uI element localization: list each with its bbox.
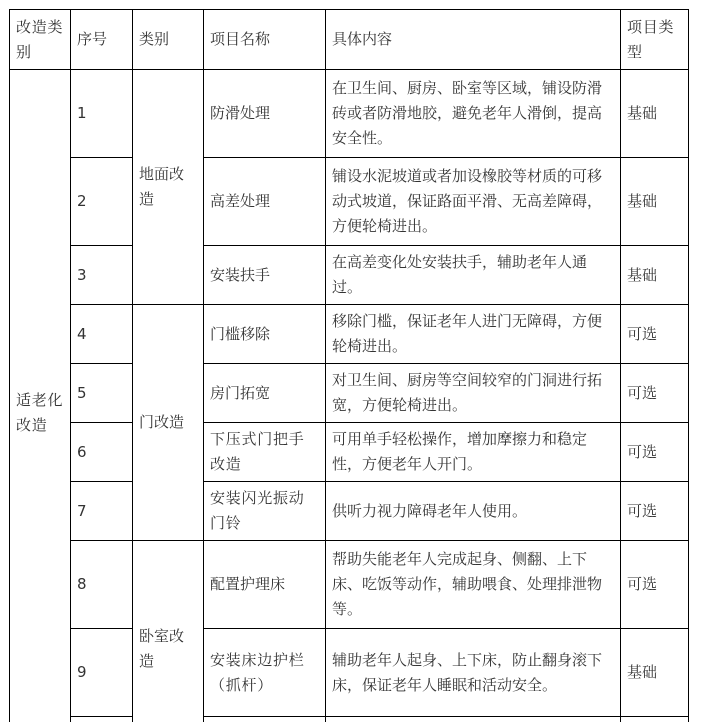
category-cell-door: 门改造 bbox=[133, 305, 204, 541]
row-number: 3 bbox=[71, 246, 133, 305]
table-row bbox=[10, 70, 689, 158]
row-content: 在高差变化处安装扶手，辅助老年人通过。 bbox=[326, 246, 621, 305]
header-serial-number: 序号 bbox=[71, 10, 133, 70]
category-cell-bedroom: 卧室改造 bbox=[133, 541, 204, 722]
table-row bbox=[10, 629, 689, 717]
row-type: 基础 bbox=[621, 246, 689, 305]
row-name: 安装闪光振动门铃 bbox=[204, 482, 326, 541]
header-category: 类别 bbox=[133, 10, 204, 70]
row-content: 移除门槛，保证老年人进门无障碍，方便轮椅进出。 bbox=[326, 305, 621, 364]
row-number: 7 bbox=[71, 482, 133, 541]
row-name: 房门拓宽 bbox=[204, 364, 326, 423]
row-content: 帮助失能老年人完成起身、侧翻、上下床、吃饭等动作，辅助喂食、处理排泄物等。 bbox=[326, 541, 621, 629]
row-content: 在卫生间、厨房、卧室等区域，铺设防滑砖或者防滑地胶，避免老年人滑倒，提高安全性。 bbox=[326, 70, 621, 158]
table-row bbox=[10, 158, 689, 246]
table-row bbox=[10, 541, 689, 629]
table-row bbox=[10, 246, 689, 305]
header-content: 具体内容 bbox=[326, 10, 621, 70]
row-name: 安装扶手 bbox=[204, 246, 326, 305]
row-number: 8 bbox=[71, 541, 133, 629]
row-name-empty bbox=[204, 717, 326, 722]
row-type-empty bbox=[621, 717, 689, 722]
row-name: 门槛移除 bbox=[204, 305, 326, 364]
row-name: 高差处理 bbox=[204, 158, 326, 246]
row-name: 配置护理床 bbox=[204, 541, 326, 629]
row-content: 供听力视力障碍老年人使用。 bbox=[326, 482, 621, 541]
row-number: 9 bbox=[71, 629, 133, 717]
row-content: 对卫生间、厨房等空间较窄的门洞进行拓宽，方便轮椅进出。 bbox=[326, 364, 621, 423]
header-project-name: 项目名称 bbox=[204, 10, 326, 70]
row-type: 可选 bbox=[621, 541, 689, 629]
table-row bbox=[10, 364, 689, 423]
row-content: 铺设水泥坡道或者加设橡胶等材质的可移动式坡道，保证路面平滑、无高差障碍，方便轮椅进出。 bbox=[326, 158, 621, 246]
row-number: 4 bbox=[71, 305, 133, 364]
row-type: 基础 bbox=[621, 70, 689, 158]
table-row bbox=[10, 305, 689, 364]
row-type: 可选 bbox=[621, 482, 689, 541]
row-number: 2 bbox=[71, 158, 133, 246]
header-project-type: 项目类型 bbox=[621, 10, 689, 70]
group-cell: 适老化改造 bbox=[10, 70, 71, 722]
row-content: 可用单手轻松操作，增加摩擦力和稳定性，方便老年人开门。 bbox=[326, 423, 621, 482]
row-content: 辅助老年人起身、上下床，防止翻身滚下床，保证老年人睡眠和活动安全。 bbox=[326, 629, 621, 717]
row-type: 可选 bbox=[621, 423, 689, 482]
row-number: 6 bbox=[71, 423, 133, 482]
row-content-empty bbox=[326, 717, 621, 722]
row-number: 1 bbox=[71, 70, 133, 158]
row-name: 防滑处理 bbox=[204, 70, 326, 158]
category-cell-floor: 地面改造 bbox=[133, 70, 204, 305]
header-row bbox=[10, 10, 689, 70]
row-type: 可选 bbox=[621, 364, 689, 423]
table-row bbox=[10, 423, 689, 482]
row-name: 安装床边护栏（抓杆） bbox=[204, 629, 326, 717]
renovation-table bbox=[9, 9, 689, 722]
row-number-empty bbox=[71, 717, 133, 722]
row-type: 可选 bbox=[621, 305, 689, 364]
table-row-partial bbox=[10, 717, 689, 722]
row-number: 5 bbox=[71, 364, 133, 423]
row-name: 下压式门把手改造 bbox=[204, 423, 326, 482]
row-type: 基础 bbox=[621, 629, 689, 717]
header-renovation-category: 改造类别 bbox=[10, 10, 71, 70]
row-type: 基础 bbox=[621, 158, 689, 246]
table-row bbox=[10, 482, 689, 541]
